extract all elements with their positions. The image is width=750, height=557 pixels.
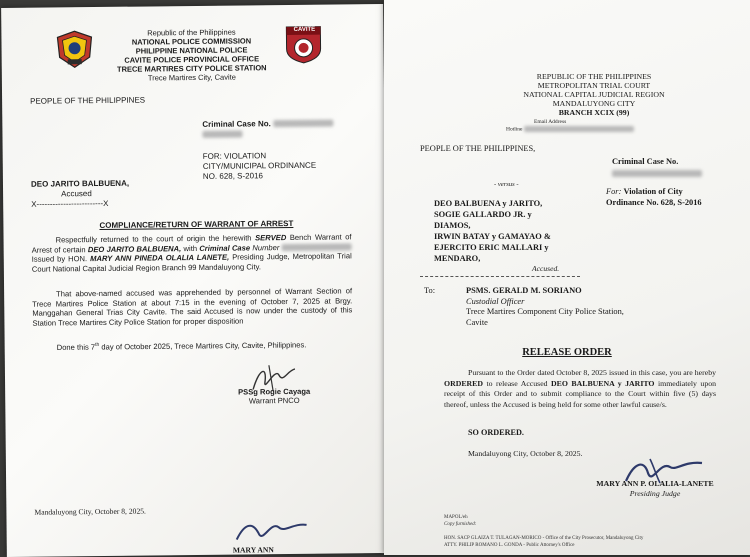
letterhead-line: REPUBLIC OF THE PHILIPPINES (536, 72, 652, 81)
para-text: Number (252, 242, 280, 252)
para-text-bold: DEO JARITO BALBUENA, (87, 243, 182, 254)
compliance-paragraph-2: That above-named accused was apprehended by personnel of Warrant Section of Trece Martires Police Station at about 7:15 in the evening of October 7, 2025 at Brgy. Manggahan General Trias City Cavite. The said Accused is now under the custody of this Station Trece Martires City Police Station for proper disposition (32, 286, 353, 328)
charge-line: NO. 628, S-2016 (202, 171, 264, 181)
letterhead-line: Republic of the Philippines (147, 27, 236, 38)
footer-cc: HON. SACP GLAIZA T. TULAGAN-MORICO - Office of the City Prosecutor, Mandaluyong City (444, 536, 644, 541)
charge-block (203, 151, 317, 182)
redacted-case-number (282, 243, 352, 251)
release-date-line: Mandaluyong City, October 8, 2025. (468, 449, 583, 458)
body-text: Pursuant to the Order dated October 8, 2025 issued in this case, you are hereby (468, 368, 716, 377)
para-sup: th (95, 342, 100, 349)
accused-line: EJERCITO ERIC MALLARI y (434, 243, 549, 252)
recipient-block (466, 286, 624, 328)
criminal-case-block (202, 119, 333, 140)
judge-name: MARY ANN P. OLALIA-LANETE (596, 479, 714, 488)
letterhead-line: TRECE MARTIRES CITY POLICE STATION (116, 63, 267, 74)
para-text: Issued by HON. (31, 254, 88, 264)
release-order-body (444, 368, 716, 410)
letterhead-line: Trece Martires City, Cavite (147, 72, 236, 83)
accused-line: SOGIE GALLARDO JR. y (434, 210, 532, 219)
accused-name: DEO JARITO BALBUENA, (30, 178, 130, 189)
para-text: Done this 7 (56, 342, 96, 352)
criminal-case-label: Criminal Case No. (612, 157, 679, 166)
judge-signature-icon (232, 517, 312, 548)
police-letterhead (91, 27, 292, 83)
cavite-seal-text: CAVITE (293, 26, 316, 33)
compliance-paragraph-3 (33, 338, 353, 352)
footer-block (444, 515, 643, 549)
judge-title: Presiding Judge (629, 488, 681, 498)
underlying-date-line: Mandaluyong City, October 8, 2025. (34, 506, 146, 517)
para-text-bold: Criminal Case (199, 242, 251, 253)
release-order-title: RELEASE ORDER (522, 347, 612, 358)
charge-line: CITY/MUNICIPAL ORDINANCE (202, 160, 317, 171)
criminal-case-label: Criminal Case No. (202, 119, 271, 129)
accused-line: IRWIN BATAY y GAMAYAO & (434, 232, 551, 241)
people-of-the-philippines: PEOPLE OF THE PHILIPPINES (30, 95, 146, 106)
separator-line: X-------------------------X (31, 198, 109, 209)
recipient-title: Custodial Officer (466, 296, 525, 306)
hotline-label: Hotline (506, 126, 523, 133)
charge-block (606, 186, 702, 208)
footer-cc: ATTY. PHILIP ROMANO L. GONDA - Public Attorney's Office (444, 542, 575, 548)
letterhead-line: CAVITE POLICE PROVINCIAL OFFICE (124, 54, 260, 65)
police-compliance-document (1, 4, 389, 557)
accused-line: DIAMOS, (434, 221, 471, 230)
accused-line: MENDARO, (434, 254, 481, 263)
recipient-place: Cavite (466, 317, 488, 327)
accused-label: Accused (61, 189, 92, 199)
letterhead-line: NATIONAL CAPITAL JUDICIAL REGION (523, 90, 665, 99)
versus-label: - versus - (494, 181, 519, 188)
accused-line: DEO BALBUENA y JARITO, (434, 199, 543, 208)
body-text-bold: ORDERED (444, 378, 483, 388)
signer-block (219, 387, 329, 406)
redacted-case-number (612, 170, 702, 177)
para-text: day of October 2025, Trece Martires City, Cavite, Philippines. (101, 340, 307, 352)
letterhead-line: MANDALUYONG CITY (552, 99, 636, 108)
redacted-case-number (273, 120, 333, 128)
to-label: To: (424, 286, 436, 295)
court-release-order-document (384, 0, 750, 555)
email-label: Email Address (534, 119, 567, 125)
criminal-case-block (612, 156, 702, 178)
accused-block (31, 179, 129, 210)
court-letterhead (494, 72, 694, 117)
body-text-bold: DEO BALBUENA y JARITO (551, 378, 655, 388)
contact-block (506, 119, 634, 133)
pnp-seal-icon (53, 29, 95, 69)
body-text: to release Accused (486, 378, 548, 388)
accused-list (434, 198, 551, 264)
letterhead-line: BRANCH XCIX (99) (558, 108, 630, 117)
signer-name: PSSg Rogie Cayaga (238, 386, 311, 397)
compliance-title: COMPLIANCE/RETURN OF WARRANT OF ARREST (99, 218, 294, 230)
para-text: Bench Warrant of Arrest of certain (31, 232, 352, 255)
charge-value: Violation of City (623, 187, 683, 196)
redacted-case-number (202, 131, 242, 138)
para-text: Respectfully returned to the court of origin the herewith (55, 233, 252, 245)
so-ordered: SO ORDERED. (468, 428, 524, 437)
charge-line: Ordinance No. 628, S-2016 (606, 198, 702, 207)
para-text: with (183, 243, 198, 253)
para-text-bold: SERVED (255, 233, 287, 243)
recipient-name: PSMS. GERALD M. SORIANO (466, 286, 582, 295)
footer-initials: MAPOL/eh (444, 515, 468, 520)
footer-copy: Copy furnished: (444, 521, 477, 527)
letterhead-line: METROPOLITAN TRIAL COURT (537, 81, 651, 90)
underlying-judge-name: MARY ANN (232, 545, 274, 555)
separator-line (420, 276, 580, 277)
compliance-paragraph-1 (32, 232, 352, 273)
charge-for-label: For: (606, 187, 622, 196)
recipient-office: Trece Martires Component City Police Station, (466, 307, 624, 316)
letterhead-line: NATIONAL POLICE COMMISSION (131, 36, 252, 47)
accused-label: Accused. (532, 264, 560, 273)
judge-block (570, 479, 740, 498)
signer-title: Warrant PNCO (248, 395, 300, 406)
letterhead-line: PHILIPPINE NATIONAL POLICE (135, 45, 248, 56)
charge-line: FOR: VIOLATION (202, 151, 267, 161)
people-of-the-philippines: PEOPLE OF THE PHILIPPINES, (420, 144, 536, 153)
redacted-contact (524, 126, 634, 132)
body-text: immediately upon receipt of this Order and to submit compliance to the Court within five (5) days thereof, unless the Accused is being held for some other lawful cause/s. (444, 378, 717, 409)
para-text-bold: MARY ANN PINEDA OLALIA LANETE, (90, 252, 230, 264)
para-text: Presiding Judge, Metropolitan Trial Court National Capital Judicial Region Branch 99 Mandaluyong City. (31, 251, 352, 274)
